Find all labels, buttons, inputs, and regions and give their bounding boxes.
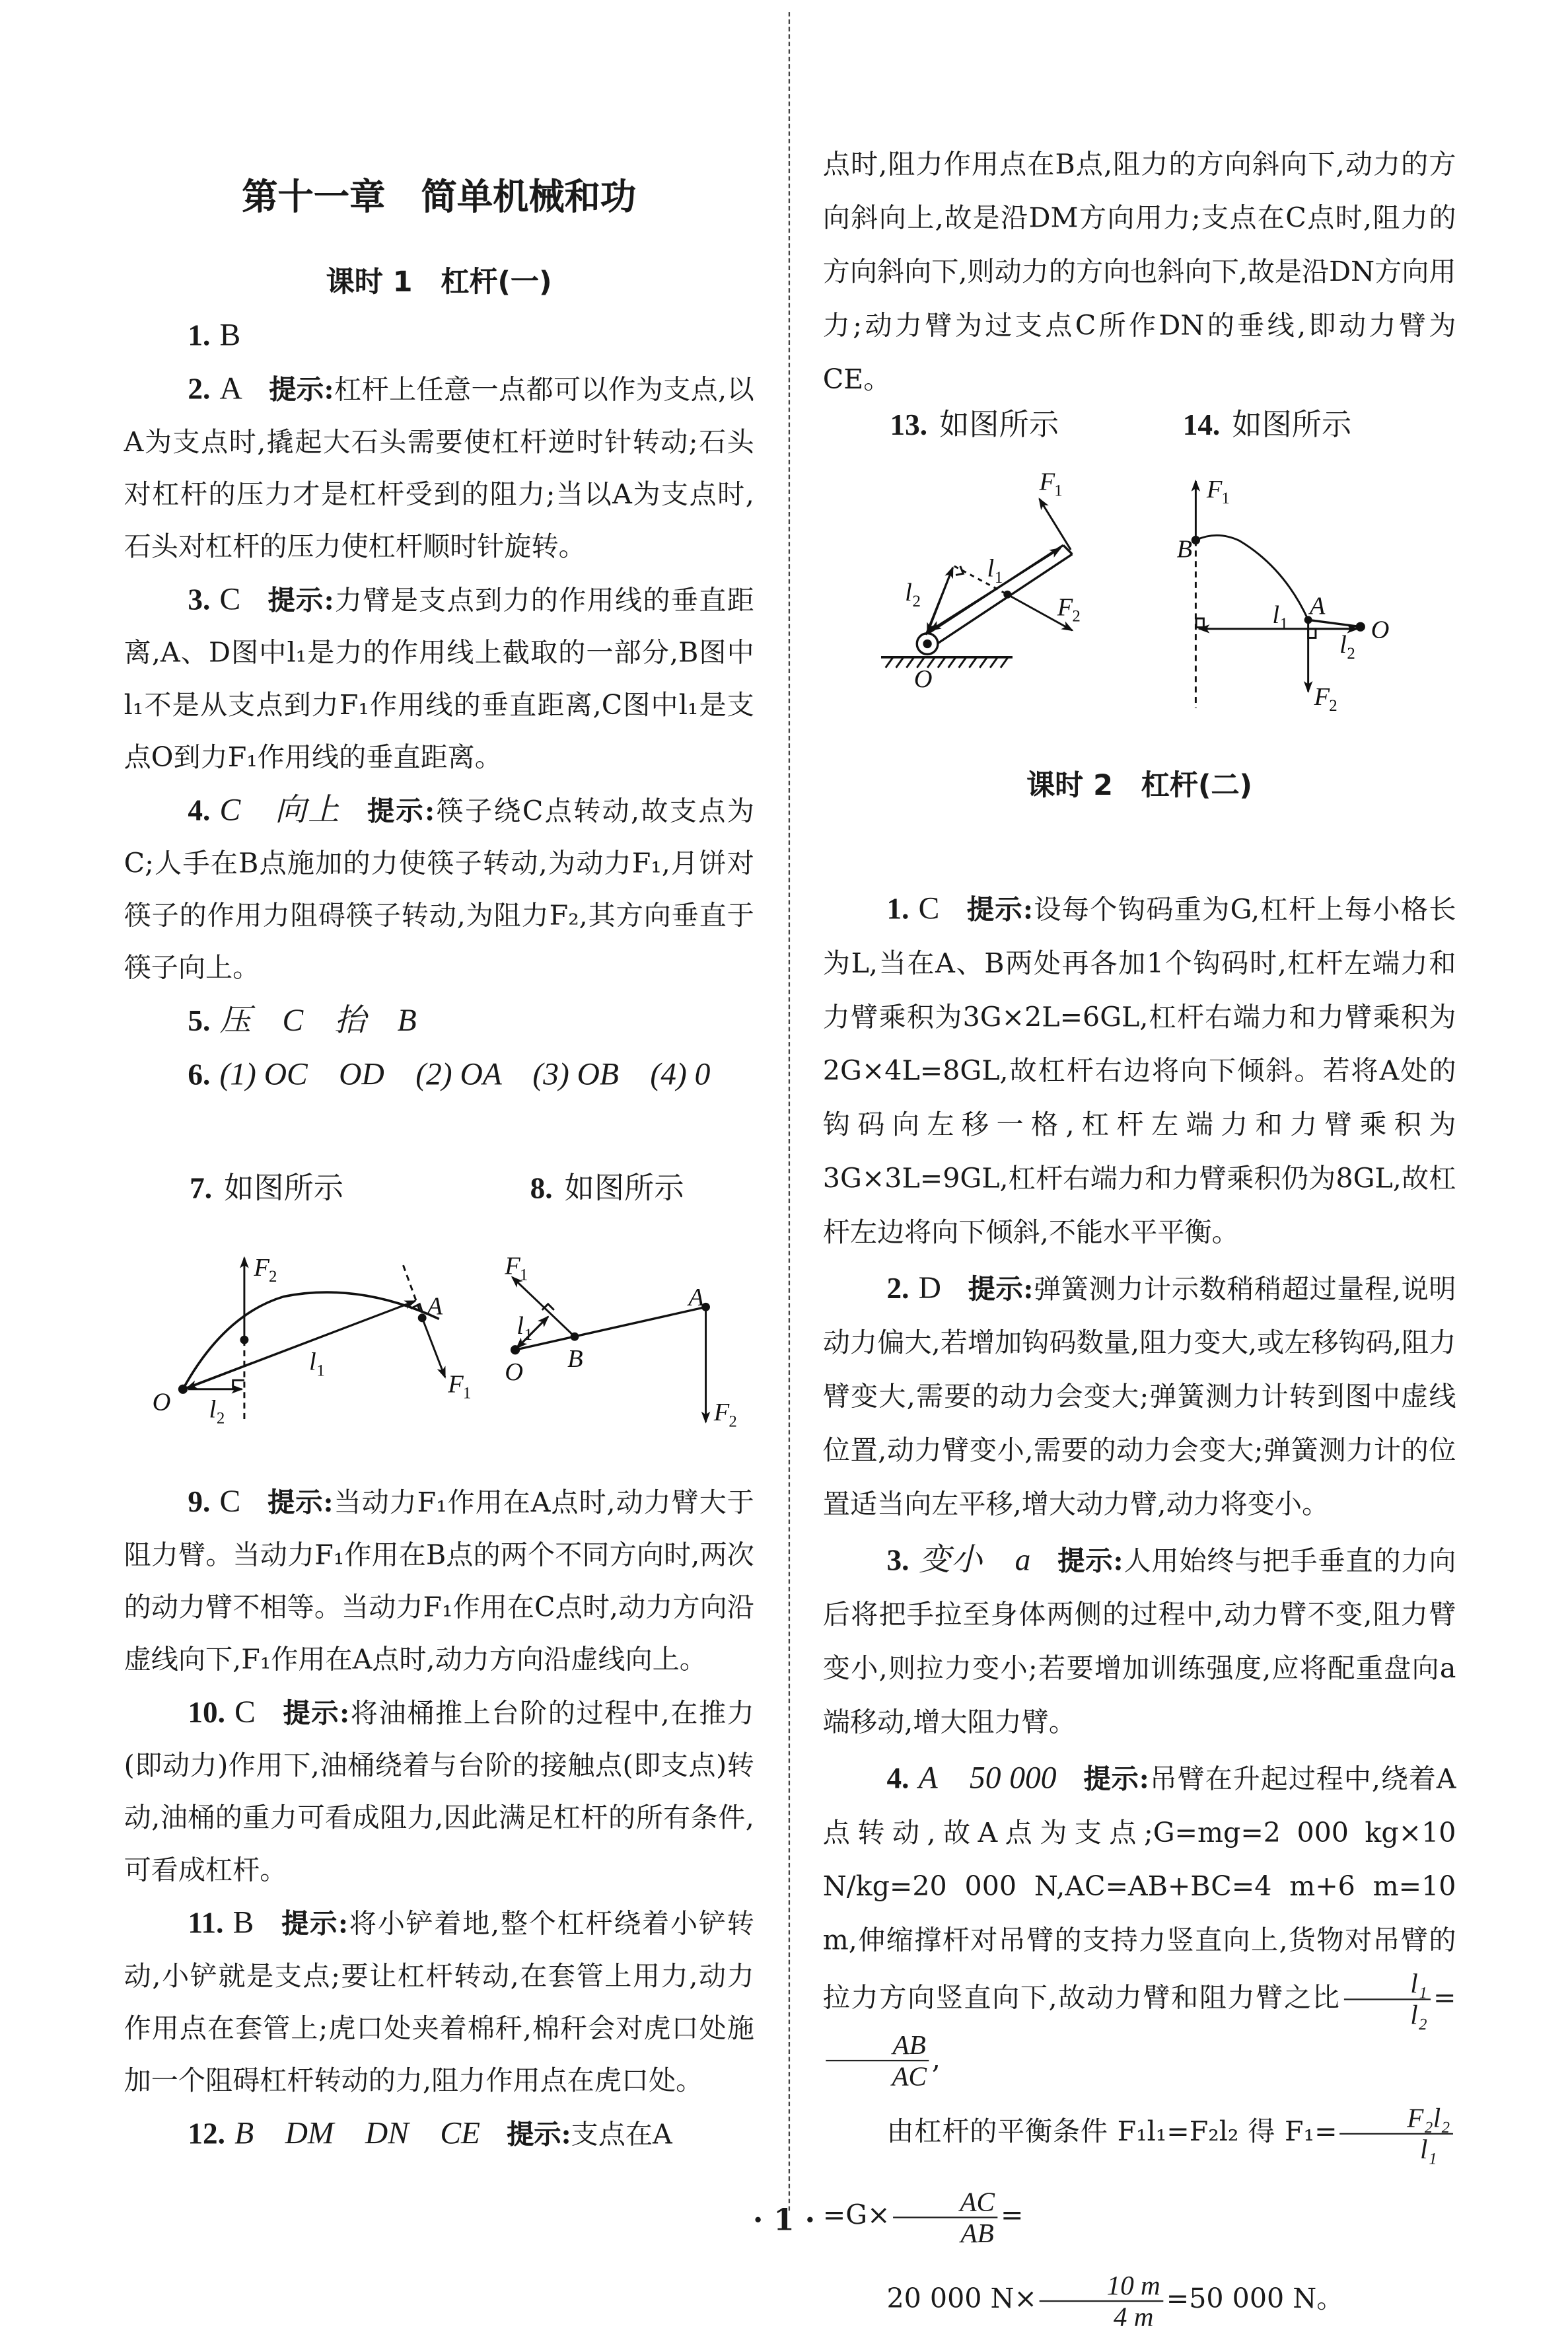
numerator: l₁ xyxy=(1343,1969,1430,2000)
label-l1: l xyxy=(309,1348,316,1376)
hint-text: 人用始终与把手垂直的力向后将把手拉至身体两侧的过程中,动力臂不变,阻力臂变小,则拉力变小;若要增加训练强度,应将配重盘向a端移动,增大阻力臂。 xyxy=(822,1546,1456,1739)
label-sub: 2 xyxy=(729,1412,737,1431)
label-sub: 1 xyxy=(1279,614,1289,633)
item-number: 1. xyxy=(886,893,909,926)
label-sub: 1 xyxy=(994,568,1003,587)
label-O: O xyxy=(505,1358,523,1387)
hint-text: 将油桶推上台阶的过程中,在推力(即动力)作用下,油桶绕着与台阶的接触点(即支点)转动,油桶的重力可看成阻力,因此满足杠杆的所有条件,可看成杠杆。 xyxy=(124,1698,754,1887)
hint-label: 提示: xyxy=(1057,1546,1123,1578)
label-l2: l xyxy=(209,1395,217,1424)
item-answer: C 向上 xyxy=(219,791,341,828)
label-F2: F xyxy=(713,1399,730,1427)
fig14-text: 如图所示 xyxy=(1232,406,1352,443)
hint-label: 提示: xyxy=(968,1274,1034,1306)
fig8-labels xyxy=(504,1253,737,1431)
label-sub: 1 xyxy=(462,1384,472,1403)
label-A: A xyxy=(688,1284,704,1312)
page-number: · 1 · xyxy=(752,2201,816,2238)
label-sub: 2 xyxy=(1329,697,1337,715)
hint-text: 力臂是支点到力的作用线的垂直距离,A、D图中l₁是力的作用线上截取的一部分,B图中l₁不是从支点到力F₁作用线的垂直距离,C图中l₁是支点O到力F₁作用线的垂直距离。 xyxy=(124,585,754,774)
fig13-labels xyxy=(905,468,1081,693)
hint-label: 提示: xyxy=(367,796,435,828)
label-F2: F xyxy=(1314,683,1330,712)
item-answer: C xyxy=(219,1483,241,1519)
denominator: AC xyxy=(892,2061,927,2092)
label-sub: 1 xyxy=(1221,489,1230,507)
formula-text: =G× xyxy=(822,2200,890,2232)
punct: , xyxy=(931,2044,941,2076)
label-l1: l xyxy=(1272,601,1280,629)
section-title-1: 课时 1 杠杆(一) xyxy=(326,266,552,299)
hint-text: 支点在A xyxy=(571,2119,672,2151)
label-l2: l xyxy=(1339,631,1347,659)
hint-text: 设每个钩码重为G,杠杆上每小格长为L,当在A、B两处再各加1个钩码时,杠杆左端力和力臂乘积为3G×2L=6GL,杠杆右端力和力臂乘积为2G×4L=8GL,故杠杆右边将向下倾斜。若将A处的钩码向左移一格,杠杆左端力和力臂乘积为3G×3L=9GL,杠杆右端力和力臂乘积仍为8GL,故杠杆左边将向下倾斜,不能水平平衡。 xyxy=(822,895,1456,1249)
item-answer: C xyxy=(219,581,241,617)
chapter-title: 第十一章 简单机械和功 xyxy=(242,174,637,219)
item-answer: C xyxy=(234,1693,256,1730)
label-O: O xyxy=(1371,616,1390,644)
section-title-2: 课时 2 杠杆(二) xyxy=(1026,769,1253,803)
fig14-diagram xyxy=(1192,481,1364,708)
label-sub: 1 xyxy=(519,1266,528,1284)
hint-text: 弹簧测力计示数稍稍超过量程,说明动力偏大,若增加钩码数量,阻力变大,或左移钩码,阻力臂变大,需要的动力会变大;弹簧测力计转到图中虚线位置,动力臂变小,需要的动力会变大;弹簧测力计的位置适当向左平移,增大动力臂,动力将变小。 xyxy=(822,1274,1456,1521)
fig13-num: 13. xyxy=(890,409,928,443)
denominator: l₂ xyxy=(1410,2000,1427,2030)
numerator: F₂l₂ xyxy=(1340,2102,1453,2133)
numerator: AC xyxy=(893,2186,997,2217)
hint-text: 杠杆上任意一点都可以作为支点,以A为支点时,撬起大石头需要使杠杆逆时针转动;石头对杠杆的压力才是杠杆受到的阻力;当以A为支点时,石头对杠杆的压力使杠杆顺时针旋转。 xyxy=(124,375,754,564)
formula-text: 20 000 N× xyxy=(886,2284,1037,2316)
item-number: 4. xyxy=(188,794,211,828)
label-B: B xyxy=(1176,535,1193,564)
item-number: 10. xyxy=(188,1697,225,1730)
item-number: 1. xyxy=(188,319,211,353)
equals: = xyxy=(1433,1983,1456,2014)
item-number: 5. xyxy=(188,1005,211,1039)
item-number: 6. xyxy=(188,1059,211,1092)
label-F1: F xyxy=(505,1252,520,1280)
item12-continuation: 点时,阻力作用点在B点,阻力的方向斜向下,动力的方向斜向上,故是沿DM方向用力;支点在C点时,阻力的方向斜向下,则动力的方向也斜向下,故是沿DN方向用力;动力臂为过支点C所作DN的垂线,即动力臂为CE。 xyxy=(822,149,1456,396)
hint-label: 提示: xyxy=(268,375,334,406)
label-sub: 1 xyxy=(1054,482,1063,500)
hint-text: 筷子绕C点转动,故支点为C;人手在B点施加的力使筷子转动,为动力F₁,月饼对筷子的作用力阻碍筷子转动,为阻力F₂,其方向垂直于筷子向上。 xyxy=(124,796,754,984)
label-sub: 1 xyxy=(316,1362,325,1380)
formula-text: = xyxy=(1000,2200,1024,2232)
item-answer: D xyxy=(918,1269,941,1306)
fig7-text: 如图所示 xyxy=(224,1169,344,1206)
item-answer: (1) OC OD (2) OA (3) OB (4) 0 xyxy=(219,1056,711,1092)
label-sub: 1 xyxy=(524,1326,533,1344)
hint-label: 提示: xyxy=(280,1909,349,1941)
numerator: 10 m xyxy=(1040,2270,1163,2301)
hint-text: 将小铲着地,整个杠杆绕着小铲转动,小铲就是支点;要让杠杆转动,在套管上用力,动力作用点在套管上;虎口处夹着棉秆,棉秆会对虎口处施加一个阻碍杠杆转动的力,阻力作用点在虎口处。 xyxy=(124,1909,754,2098)
label-B: B xyxy=(567,1344,583,1373)
label-l2: l xyxy=(905,578,912,606)
item-answer: A 50 000 xyxy=(918,1759,1057,1796)
item-answer: C xyxy=(918,890,940,926)
label-F1: F xyxy=(1206,475,1223,503)
item-answer: B xyxy=(232,1904,254,1941)
hint-label: 提示: xyxy=(281,1698,350,1730)
hint-text: 吊臂在升起过程中,绕着A点转动,故A点为支点;G=mg=2 000 kg×10 N/kg=20 000 N,AC=AB+BC=4 m+6 m=10 m,伸缩撑杆对吊臂的支持力竖直向上,货物对吊臂的拉力方向竖直向下,故动力臂和阻力臂之比 xyxy=(822,1764,1456,2014)
formula-text: 由杠杆的平衡条件 F₁l₁=F₂l₂ 得 F₁= xyxy=(886,2116,1337,2148)
numerator: AB xyxy=(826,2030,929,2061)
item-number: 12. xyxy=(188,2118,225,2151)
item-number: 3. xyxy=(886,1544,909,1578)
item-number: 9. xyxy=(188,1486,211,1519)
item-number: 11. xyxy=(188,1907,224,1941)
hint-label: 提示: xyxy=(966,895,1034,926)
hint-label: 提示: xyxy=(1083,1764,1149,1796)
label-l1: l xyxy=(987,554,995,583)
item-answer: A xyxy=(219,370,242,406)
denominator: AB xyxy=(960,2217,994,2248)
label-O: O xyxy=(913,665,933,694)
denominator: 4 m xyxy=(1113,2301,1154,2331)
item-answer: B DM DN CE xyxy=(234,2115,481,2151)
fig14-num: 14. xyxy=(1182,409,1221,443)
hint-label: 提示: xyxy=(507,2119,571,2151)
denominator: l₁ xyxy=(1419,2133,1437,2164)
hint-text: 当动力F₁作用在A点时,动力臂大于阻力臂。当动力F₁作用在B点的两个不同方向时,两次的动力臂不相等。当动力F₁作用在C点时,动力方向沿虚线向下,F₁作用在A点时,动力方向沿虚线向上。 xyxy=(124,1487,754,1676)
fig8-num: 8. xyxy=(530,1172,553,1206)
item-answer: B xyxy=(219,316,241,353)
item-number: 2. xyxy=(188,373,211,406)
label-A: A xyxy=(427,1292,443,1321)
item-number: 3. xyxy=(188,584,211,617)
item-number: 2. xyxy=(886,1272,909,1306)
label-O: O xyxy=(152,1388,171,1416)
fig7-num: 7. xyxy=(190,1172,213,1206)
item-answer: 压 C 抬 B xyxy=(219,1002,417,1039)
fig8-diagram xyxy=(511,1277,709,1422)
label-sub: 2 xyxy=(912,592,921,610)
fig13-text: 如图所示 xyxy=(939,406,1059,443)
label-F2: F xyxy=(1057,593,1073,622)
label-F1: F xyxy=(448,1370,464,1399)
label-sub: 2 xyxy=(1347,645,1355,663)
hint-label: 提示: xyxy=(267,585,334,617)
fig14-labels xyxy=(1177,476,1390,715)
formula-text: =50 000 N。 xyxy=(1166,2284,1344,2316)
label-F2: F xyxy=(254,1253,269,1282)
label-sub: 2 xyxy=(1072,607,1081,626)
label-sub: 2 xyxy=(216,1409,225,1428)
fig8-text: 如图所示 xyxy=(564,1169,684,1206)
label-l1: l xyxy=(517,1312,524,1340)
item-number: 4. xyxy=(886,1762,909,1796)
hint-label: 提示: xyxy=(267,1487,334,1519)
label-sub: 2 xyxy=(268,1267,277,1286)
fig7-diagram xyxy=(179,1258,445,1419)
label-A: A xyxy=(1309,592,1326,620)
item-answer: 变小 a xyxy=(918,1541,1031,1578)
label-F1: F xyxy=(1039,468,1055,496)
